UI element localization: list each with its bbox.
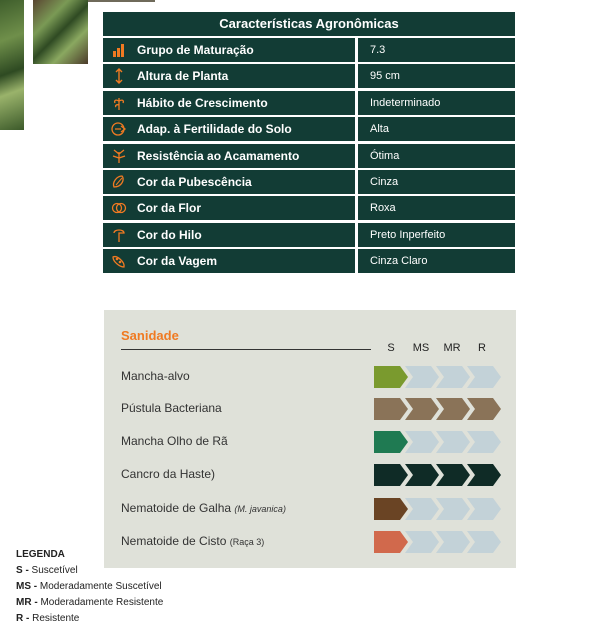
legend-title: LEGENDA <box>16 549 65 560</box>
rating-chevron <box>436 398 470 420</box>
pod-icon <box>111 253 127 269</box>
lodging-plant-icon <box>111 148 127 164</box>
agronomic-label: Cor do Hilo <box>137 228 202 242</box>
rating-chevron <box>374 464 408 486</box>
sanidade-rule <box>121 349 371 350</box>
agronomic-value: Cinza <box>358 170 515 194</box>
agronomic-label-cell <box>103 38 355 62</box>
agronomic-row <box>103 196 515 220</box>
rating-chevron <box>374 531 408 553</box>
legend-code: MR - <box>16 597 38 608</box>
legend-code: R - <box>16 613 30 624</box>
agronomic-label: Altura de Planta <box>137 69 229 83</box>
rating-chevron <box>405 431 439 453</box>
disease-row <box>104 464 516 486</box>
rating-chevron <box>405 531 439 553</box>
agronomic-title: Características Agronômicas <box>103 12 515 36</box>
rating-chevron <box>405 398 439 420</box>
disease-row <box>104 431 516 453</box>
agronomic-label-cell <box>103 117 355 141</box>
rating-chevron <box>467 531 501 553</box>
disease-qualifier: (Raça 3) <box>229 537 265 547</box>
agronomic-label: Cor da Flor <box>137 201 202 215</box>
agronomic-row <box>103 38 515 62</box>
disease-name: Nematoide de Cisto <box>121 534 227 548</box>
level-header-s: S <box>387 342 395 354</box>
agronomic-row <box>103 170 515 194</box>
sanidade-panel <box>104 310 516 568</box>
agronomic-row <box>103 91 515 115</box>
rating-chevron <box>374 398 408 420</box>
soil-fertility-icon <box>111 121 127 137</box>
hilum-icon <box>111 227 127 243</box>
agronomic-label-cell <box>103 144 355 168</box>
agronomic-label: Hábito de Crescimento <box>137 96 268 110</box>
rating-chevron <box>436 366 470 388</box>
agronomic-label-cell <box>103 223 355 247</box>
legend-code: MS - <box>16 581 38 592</box>
disease-name: Mancha Olho de Rã <box>121 434 228 448</box>
rating-chevron <box>467 498 501 520</box>
rating-chevron <box>436 498 470 520</box>
rating-chevron <box>374 498 408 520</box>
agronomic-row <box>103 144 515 168</box>
agronomic-value: Preto Inperfeito <box>358 223 515 247</box>
sanidade-title: Sanidade <box>121 328 179 343</box>
legend-code: S - <box>16 565 29 576</box>
disease-name: Mancha-alvo <box>121 369 190 383</box>
agronomic-value: 7.3 <box>358 38 515 62</box>
legend <box>16 547 163 627</box>
disease-name: Pústula Bacteriana <box>121 401 222 415</box>
plant-photo-top <box>33 0 88 64</box>
disease-name: Nematoide de Galha <box>121 501 232 515</box>
agronomic-value: Indeterminado <box>358 91 515 115</box>
agronomic-label: Cor da Vagem <box>137 254 218 268</box>
agronomic-label: Resistência ao Acamamento <box>137 149 300 163</box>
pubescence-icon <box>111 174 127 190</box>
legend-text: Suscetível <box>28 565 78 576</box>
rating-chevron <box>374 366 408 388</box>
agronomic-label-cell <box>103 64 355 88</box>
flower-icon <box>111 200 127 216</box>
legend-item <box>16 611 163 627</box>
agronomic-label: Adap. à Fertilidade do Solo <box>137 122 292 136</box>
legend-text: Moderadamente Resistente <box>37 597 164 608</box>
agronomic-label-cell <box>103 249 355 273</box>
rating-chevron <box>405 464 439 486</box>
disease-row <box>104 366 516 388</box>
level-header-r: R <box>478 342 486 354</box>
rating-chevron <box>467 398 501 420</box>
rating-chevron <box>374 431 408 453</box>
rating-chevron <box>467 464 501 486</box>
disease-row <box>104 531 516 553</box>
rating-chevron <box>436 464 470 486</box>
agronomic-value: 95 cm <box>358 64 515 88</box>
level-header-ms: MS <box>412 342 430 354</box>
height-arrow-icon <box>111 68 127 84</box>
legend-item <box>16 595 163 611</box>
bar-chart-icon <box>111 42 127 58</box>
level-header-mr: MR <box>443 342 461 354</box>
rating-chevron <box>436 531 470 553</box>
rating-chevron <box>405 366 439 388</box>
agronomic-value: Ótima <box>358 144 515 168</box>
agronomic-value: Roxa <box>358 196 515 220</box>
rating-chevron <box>436 431 470 453</box>
agronomic-label-cell <box>103 91 355 115</box>
agronomic-row <box>103 249 515 273</box>
agronomic-row <box>103 64 515 88</box>
legend-item <box>16 579 163 595</box>
agronomic-value: Alta <box>358 117 515 141</box>
disease-name: Cancro da Haste) <box>121 467 216 481</box>
agronomic-label-cell <box>103 196 355 220</box>
disease-row <box>104 498 516 520</box>
agronomic-row <box>103 117 515 141</box>
agronomic-label: Grupo de Maturação <box>137 43 254 57</box>
rating-chevron <box>405 498 439 520</box>
agronomic-row <box>103 223 515 247</box>
disease-qualifier: (M. javanica) <box>234 504 286 514</box>
legend-text: Moderadamente Suscetível <box>37 581 162 592</box>
disease-row <box>104 398 516 420</box>
agronomic-label: Cor da Pubescência <box>137 175 252 189</box>
legend-item <box>16 563 163 579</box>
agronomic-label-cell <box>103 170 355 194</box>
plant-photo-left <box>0 0 24 130</box>
agronomic-value: Cinza Claro <box>358 249 515 273</box>
rating-chevron <box>467 431 501 453</box>
rating-chevron <box>467 366 501 388</box>
plant-growth-icon <box>111 95 127 111</box>
legend-text: Resistente <box>29 613 80 624</box>
